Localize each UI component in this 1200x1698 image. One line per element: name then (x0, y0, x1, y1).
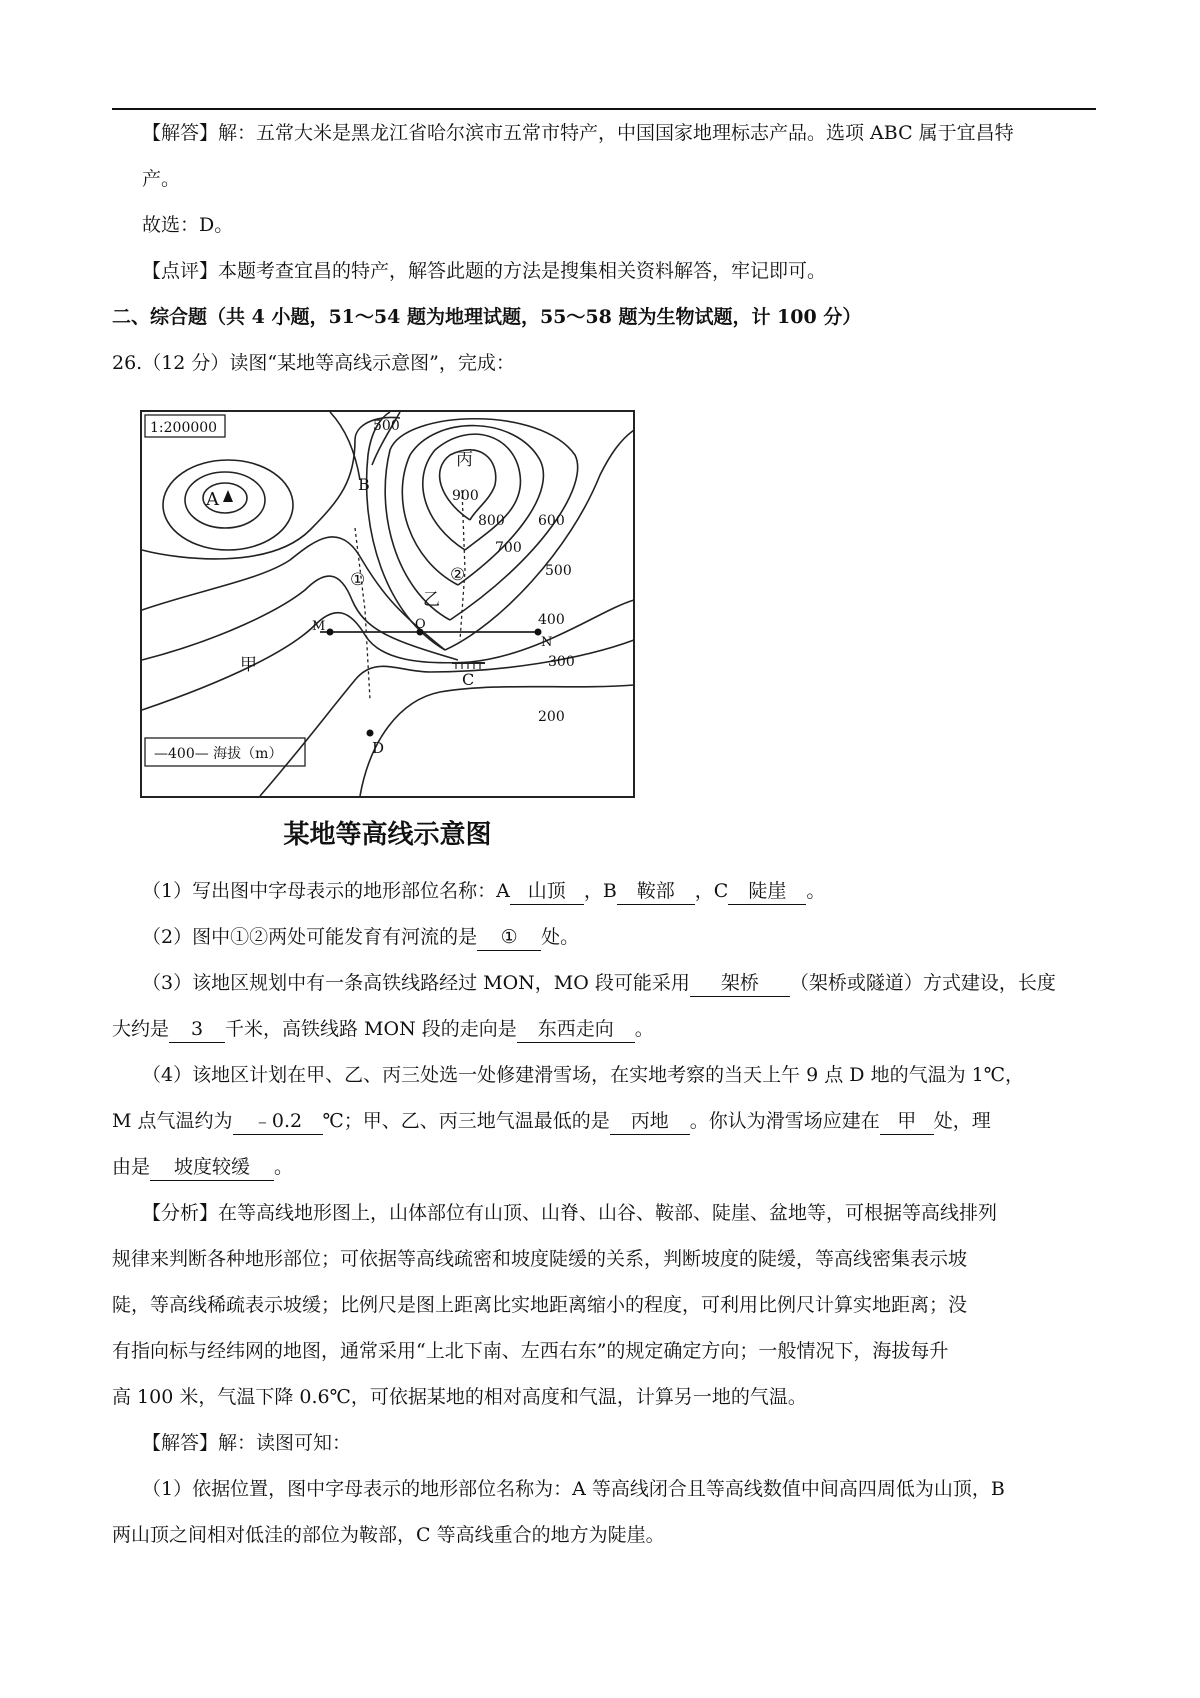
label-O: O (415, 617, 426, 632)
contour-900: 900 (452, 488, 479, 504)
label-B: B (358, 475, 370, 494)
analysis-line-3: 陡，等高线稀疏表示坡缓；比例尺是图上距离比实地距离缩小的程度，可利用比例尺计算实地距离；没 (112, 1294, 968, 1316)
label-2: ② (450, 565, 466, 585)
label-1: ① (350, 570, 366, 590)
contour-700: 700 (495, 540, 522, 556)
label-yi: 乙 (423, 590, 440, 610)
map-scale: 1:200000 (150, 420, 218, 436)
answer-ski-site: 甲 (880, 1108, 934, 1135)
section-heading: 二、综合题（共 4 小题，51～54 题为地理试题，55～58 题为生物试题，计 100 分） (112, 306, 862, 328)
comment-text: 【点评】本题考查宜昌的特产，解答此题的方法是搜集相关资料解答，牢记即可。 (142, 260, 827, 282)
contour-600: 600 (538, 513, 565, 529)
figure-caption: 某地等高线示意图 (283, 820, 492, 850)
label-A: A (206, 489, 219, 510)
sub-question-4-line-1: （4）该地区计划在甲、乙、丙三处选一处修建滑雪场，在实地考察的当天上午 9 点 D 地的气温为 1℃， (142, 1064, 1024, 1086)
sub-question-4-line-2: M 点气温约为 ﹣0.2 ℃；甲、乙、丙三地气温最低的是 丙地 。你认为滑雪场应建在 甲 处，理 (112, 1098, 1096, 1144)
answer-text-line-1: 【解答】解：五常大米是黑龙江省哈尔滨市五常市特产，中国国家地理标志产品。选项 ABC 属于宜昌特 (142, 122, 1014, 144)
answer-text-line-2: 产。 (142, 168, 181, 190)
answer-direction: 东西走向 (517, 1016, 635, 1043)
sub-question-1: （1）写出图中字母表示的地形部位名称：A 山顶 ，B 鞍部 ，C 陡崖 。 (142, 868, 1126, 914)
answer-river: ① (477, 924, 541, 951)
sub-question-2: （2）图中①②两处可能发育有河流的是 ① 处。 (142, 914, 1126, 960)
contour-500: 500 (545, 563, 572, 579)
map-legend: —400— 海拔（m） (154, 746, 283, 762)
analysis-line-1: 【分析】在等高线地形图上，山体部位有山顶、山脊、山谷、鞍部、陡崖、盆地等，可根据等高线排列 (142, 1202, 998, 1224)
solution-line-2: 两山顶之间相对低洼的部位为鞍部，C 等高线重合的地方为陡崖。 (112, 1524, 665, 1546)
label-N: N (541, 635, 553, 650)
label-M: M (312, 619, 326, 634)
analysis-line-5: 高 100 米，气温下降 0.6℃，可依据某地的相对高度和气温，计算另一地的气温。 (112, 1386, 807, 1408)
label-C: C (462, 670, 475, 689)
label-bing: 丙 (456, 450, 473, 470)
answer-A: 山顶 (510, 878, 584, 905)
sub-question-4-line-3: 由是 坡度较缓 。 (112, 1144, 1096, 1190)
analysis-line-4: 有指向标与经纬网的地图，通常采用“上北下南、左西右东”的规定确定方向；一般情况下，海拔每升 (112, 1340, 949, 1362)
contour-500-top: 500 (373, 418, 400, 434)
contour-800: 800 (478, 513, 505, 529)
label-jia: 甲 (240, 655, 257, 675)
answer-B: 鞍部 (617, 878, 695, 905)
solution-heading: 【解答】解：读图可知： (142, 1432, 352, 1454)
contour-300: 300 (548, 654, 575, 670)
contour-map (140, 410, 635, 798)
answer-length: 3 (169, 1016, 225, 1043)
answer-reason: 坡度较缓 (150, 1154, 274, 1181)
label-D: D (372, 739, 385, 757)
answer-coldest: 丙地 (610, 1108, 690, 1135)
choice-text: 故选：D。 (142, 214, 234, 236)
sub-question-3-line-2: 大约是 3 千米，高铁线路 MON 段的走向是 东西走向 。 (112, 1006, 1096, 1052)
answer-bridge: 架桥 (690, 970, 790, 997)
contour-400: 400 (538, 612, 565, 628)
sub-question-3-line-1: （3）该地区规划中有一条高铁线路经过 MON，MO 段可能采用 架桥 （架桥或隧道）方式建设，长度 (142, 960, 1126, 1006)
analysis-line-2: 规律来判断各种地形部位；可依据等高线疏密和坡度陡缓的关系，判断坡度的陡缓，等高线密集表示坡 (112, 1248, 968, 1270)
solution-line-1: （1）依据位置，图中字母表示的地形部位名称为：A 等高线闭合且等高线数值中间高四周低为山顶，B (142, 1478, 1005, 1500)
question-stem: 26.（12 分）读图“某地等高线示意图”，完成： (112, 352, 515, 374)
answer-C: 陡崖 (728, 878, 806, 905)
answer-temperature: ﹣0.2 (233, 1108, 323, 1135)
contour-200: 200 (538, 709, 565, 725)
